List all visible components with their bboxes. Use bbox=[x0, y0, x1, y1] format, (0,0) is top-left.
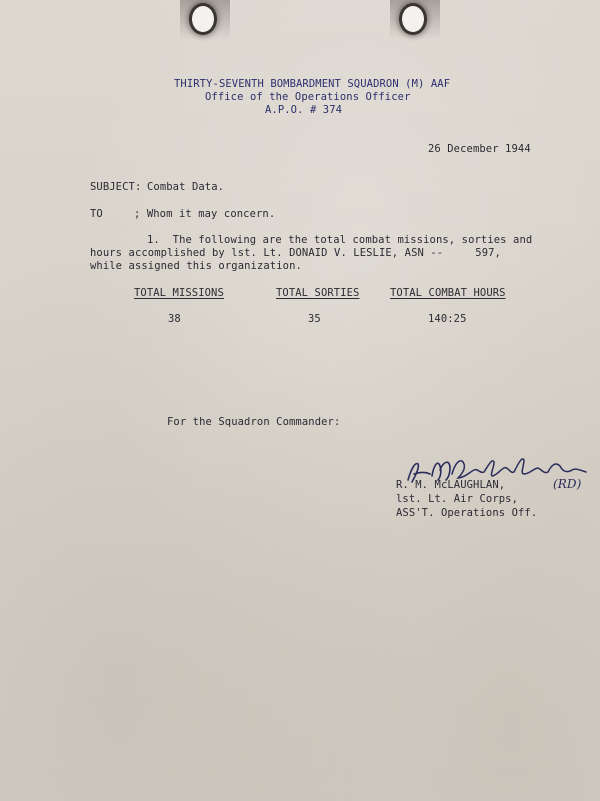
table-header-hours: TOTAL COMBAT HOURS bbox=[390, 287, 506, 299]
punch-hole-left bbox=[192, 6, 214, 32]
header-unit: THIRTY-SEVENTH BOMBARDMENT SQUADRON (M) AAF bbox=[174, 78, 451, 90]
to-label: TO bbox=[90, 208, 103, 220]
signer-title: ASS'T. Operations Off. bbox=[396, 507, 538, 519]
to-text: ; Whom it may concern. bbox=[134, 208, 276, 220]
document-date: 26 December 1944 bbox=[428, 143, 531, 155]
value-missions: 38 bbox=[168, 313, 181, 325]
signer-name: R. M. McLAUGHLAN, bbox=[396, 479, 506, 491]
signer-rank: lst. Lt. Air Corps, bbox=[396, 493, 519, 505]
table-header-missions: TOTAL MISSIONS bbox=[134, 287, 224, 299]
body-line-2: hours accomplished by lst. Lt. DONAID V. LESLIE, ASN -- 597, bbox=[90, 247, 501, 259]
body-line-3: while assigned this organization. bbox=[90, 260, 302, 272]
body-line-1: 1. The following are the total combat missions, sorties and bbox=[147, 234, 533, 246]
subject-label: SUBJECT: bbox=[90, 181, 142, 193]
punch-hole-right bbox=[402, 6, 424, 32]
signature-initials: (RD) bbox=[553, 477, 582, 491]
value-hours: 140:25 bbox=[428, 313, 467, 325]
closing-line: For the Squadron Commander: bbox=[167, 416, 341, 428]
header-apo: A.P.O. # 374 bbox=[265, 104, 343, 116]
table-header-sorties: TOTAL SORTIES bbox=[276, 287, 360, 299]
value-sorties: 35 bbox=[308, 313, 321, 325]
header-office: Office of the Operations Officer bbox=[205, 91, 411, 103]
subject-text: Combat Data. bbox=[147, 181, 225, 193]
